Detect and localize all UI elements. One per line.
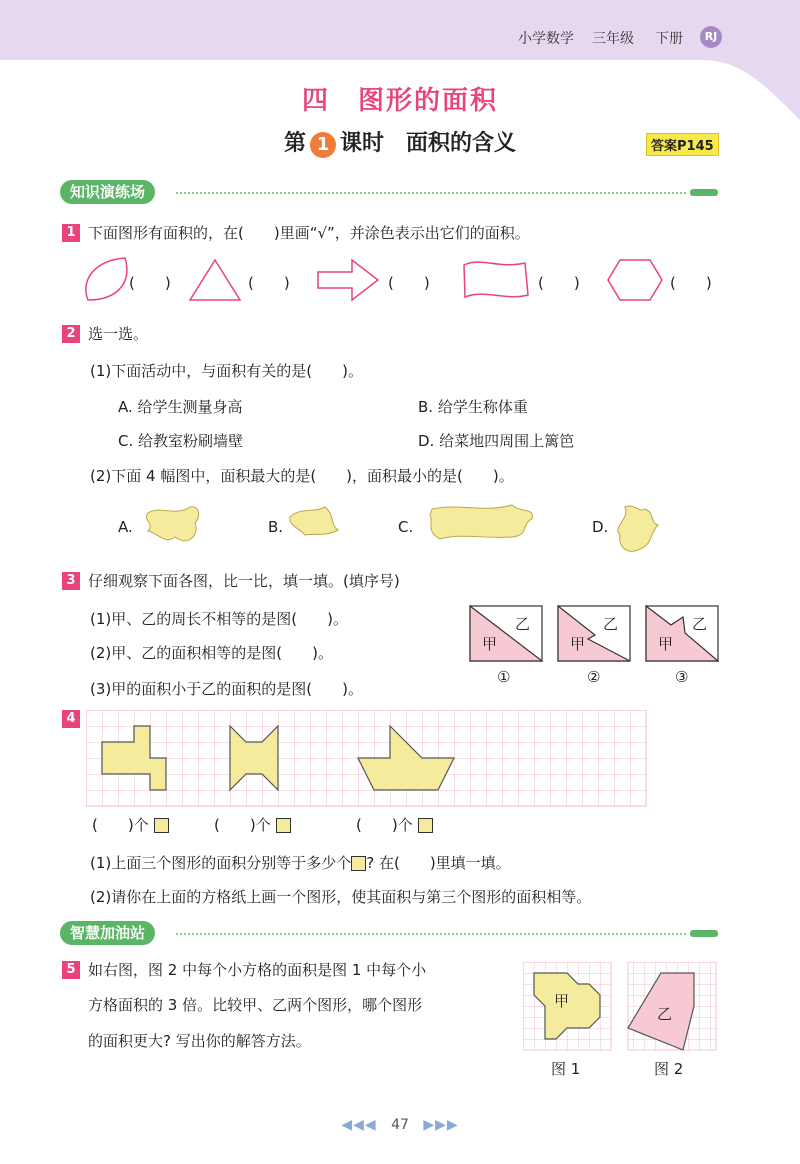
page-number: 47: [391, 1117, 409, 1133]
q4-blank-1-text: ( )个: [92, 816, 149, 834]
section-practice: 知识演练场: [60, 180, 155, 204]
q2-part1: (1)下面活动中，与面积有关的是( )。: [90, 362, 363, 380]
q3-fig-label-2: ②: [587, 668, 601, 686]
q3-figure-1: [470, 606, 542, 661]
q2-number: 2: [62, 325, 80, 343]
lesson-suffix: 课时 面积的含义: [340, 131, 517, 156]
unit-square-icon: [351, 856, 366, 871]
q1-text: 下面图形有面积的，在( )里画“√”，并涂色表示出它们的面积。: [88, 224, 530, 242]
blob-d: [618, 506, 658, 551]
q2-option-d[interactable]: D. 给菜地四周围上篱笆: [418, 432, 575, 450]
q4-blank-1[interactable]: [92, 814, 169, 835]
answer-reference: 答案P145: [646, 133, 719, 156]
q3-number: 3: [62, 572, 80, 590]
q5-fig2-caption: 图 2: [654, 1060, 684, 1078]
q2-option-c[interactable]: C. 给教室粉刷墙壁: [118, 432, 244, 450]
q1-number: 1: [62, 224, 80, 242]
edition-badge: RJ: [700, 26, 722, 48]
q3-part2: (2)甲、乙的面积相等的是图( )。: [90, 644, 333, 662]
q3-fig-label-1: ①: [497, 668, 511, 686]
q3-jia-2: 甲: [570, 635, 586, 653]
q5-fig1-caption: 图 1: [551, 1060, 581, 1078]
q4-blank-2-text: ( )个: [214, 816, 271, 834]
q5-line3: 的面积更大? 写出你的解答方法。: [88, 1032, 311, 1050]
q1-blank-1[interactable]: ( ): [129, 274, 171, 292]
q5-figures: [523, 962, 723, 1054]
q2-part2: (2)下面 4 幅图中，面积最大的是( )，面积最小的是( )。: [90, 467, 514, 485]
unit-title: 四 图形的面积: [301, 86, 498, 116]
unit-square-icon: [276, 818, 291, 833]
q2-option-b[interactable]: B. 给学生称体重: [418, 398, 528, 416]
header-subject: 小学数学: [518, 31, 574, 47]
q5-line2: 方格面积的 3 倍。比较甲、乙两个图形，哪个图形: [88, 996, 423, 1014]
q3-figures: [465, 603, 725, 665]
section-boost: 智慧加油站: [60, 921, 155, 945]
triangle-shape: [190, 260, 240, 300]
q4-part1-b: ? 在( )里填一填。: [366, 854, 511, 872]
q5-jia-label: 甲: [554, 992, 570, 1010]
pencil-icon: [690, 930, 718, 937]
q3-text: 仔细观察下面各图，比一比，填一填。(填序号): [88, 572, 400, 590]
q3-part3: (3)甲的面积小于乙的面积的是图( )。: [90, 680, 363, 698]
q5-yi-label: 乙: [657, 1005, 673, 1023]
pencil-icon: [690, 189, 718, 196]
q4-grid[interactable]: [86, 710, 650, 810]
q2-blobs: [140, 495, 680, 560]
q4-part1-a: (1)上面三个图形的面积分别等于多少个: [90, 854, 352, 872]
q2-text: 选一选。: [88, 325, 149, 343]
blob-c: [430, 505, 532, 539]
q1-blank-3[interactable]: ( ): [388, 274, 430, 292]
unit-square-icon: [154, 818, 169, 833]
leaf-shape: [86, 258, 127, 300]
q1-blank-4[interactable]: ( ): [538, 274, 580, 292]
q2-label-b: B.: [268, 518, 284, 536]
q1-blank-2[interactable]: ( ): [248, 274, 290, 292]
page-footer: [0, 1117, 800, 1133]
lesson-prefix: 第: [283, 131, 306, 156]
q4-number: 4: [62, 710, 80, 728]
hexagon-shape: [608, 260, 662, 300]
q3-yi-3: 乙: [692, 615, 708, 633]
blob-b: [290, 507, 338, 535]
q4-blank-2[interactable]: [214, 814, 291, 835]
q3-part1: (1)甲、乙的周长不相等的是图( )。: [90, 610, 348, 628]
left-arrows-icon: ◀◀◀: [341, 1117, 377, 1133]
q5-number: 5: [62, 961, 80, 979]
q4-blank-3-text: ( )个: [356, 816, 413, 834]
q2-option-a[interactable]: A. 给学生测量身高: [118, 398, 243, 416]
q3-yi-2: 乙: [603, 615, 619, 633]
q5-line1: 如右图，图 2 中每个小方格的面积是图 1 中每个小: [88, 961, 427, 979]
q3-jia-1: 甲: [482, 635, 498, 653]
wave-shape: [464, 262, 528, 297]
right-arrows-icon: ▶▶▶: [423, 1117, 459, 1133]
q3-yi-1: 乙: [515, 615, 531, 633]
q3-jia-3: 甲: [658, 635, 674, 653]
unit-square-icon: [418, 818, 433, 833]
q2-label-c: C.: [398, 518, 414, 536]
q2-label-a: A.: [118, 518, 133, 536]
lesson-number: 1: [310, 132, 336, 158]
header-volume: 下册: [655, 31, 683, 47]
q4-part2: (2)请你在上面的方格纸上画一个图形，使其面积与第三个图形的面积相等。: [90, 888, 592, 906]
q3-figure-3: [646, 606, 718, 661]
q1-blank-5[interactable]: ( ): [670, 274, 712, 292]
q4-blank-3[interactable]: [356, 814, 433, 835]
header-grade: 三年级: [592, 31, 634, 47]
q3-figure-2: [558, 606, 630, 661]
q4-part1: [90, 852, 511, 873]
q3-fig-label-3: ③: [675, 668, 689, 686]
section-divider: [176, 192, 686, 194]
section-divider-2: [176, 933, 686, 935]
q2-label-d: D.: [592, 518, 609, 536]
blob-a: [146, 507, 198, 541]
arrow-shape: [318, 260, 378, 300]
